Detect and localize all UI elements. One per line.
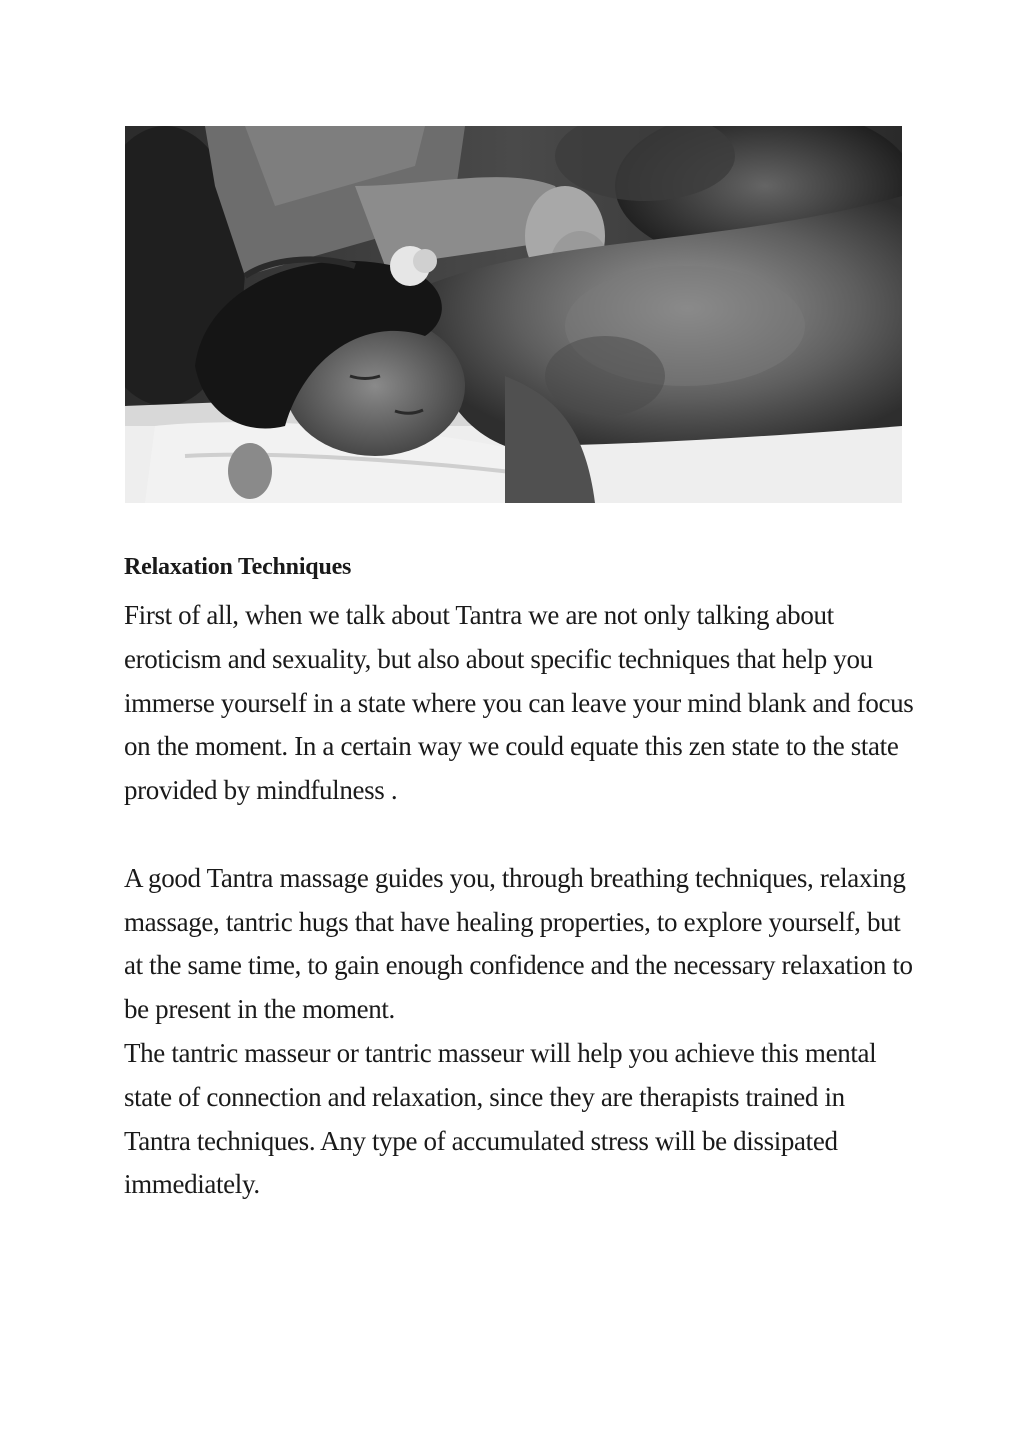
paragraph-masseur: The tantric masseur or tantric masseur will help you achieve this mental state of connection and relaxation, since they are therapists trained in Tantra techniques. Any type of accumulated stress will be dissipated immediately. xyxy=(124,1037,877,1200)
paragraph-massage: A good Tantra massage guides you, through breathing techniques, relaxing massage, tantric hugs that have healing properties, to explore yourself, but at the same time, to gain enough confidence and the necessary relaxation to be present in the moment. xyxy=(124,862,913,1025)
article-section xyxy=(124,550,914,1207)
massage-photo-illustration xyxy=(125,126,902,503)
massage-photo xyxy=(125,126,902,503)
section-heading: Relaxation Techniques xyxy=(124,554,352,580)
paragraph-intro: First of all, when we talk about Tantra we are not only talking about eroticism and sexuality, but also about specific techniques that help you immerse yourself in a state where you can leave your mind blank and focus on the moment. In a certain way we could equate this zen state to the state provided by mindfulness . xyxy=(124,600,914,806)
paragraph-spacer xyxy=(124,813,914,857)
